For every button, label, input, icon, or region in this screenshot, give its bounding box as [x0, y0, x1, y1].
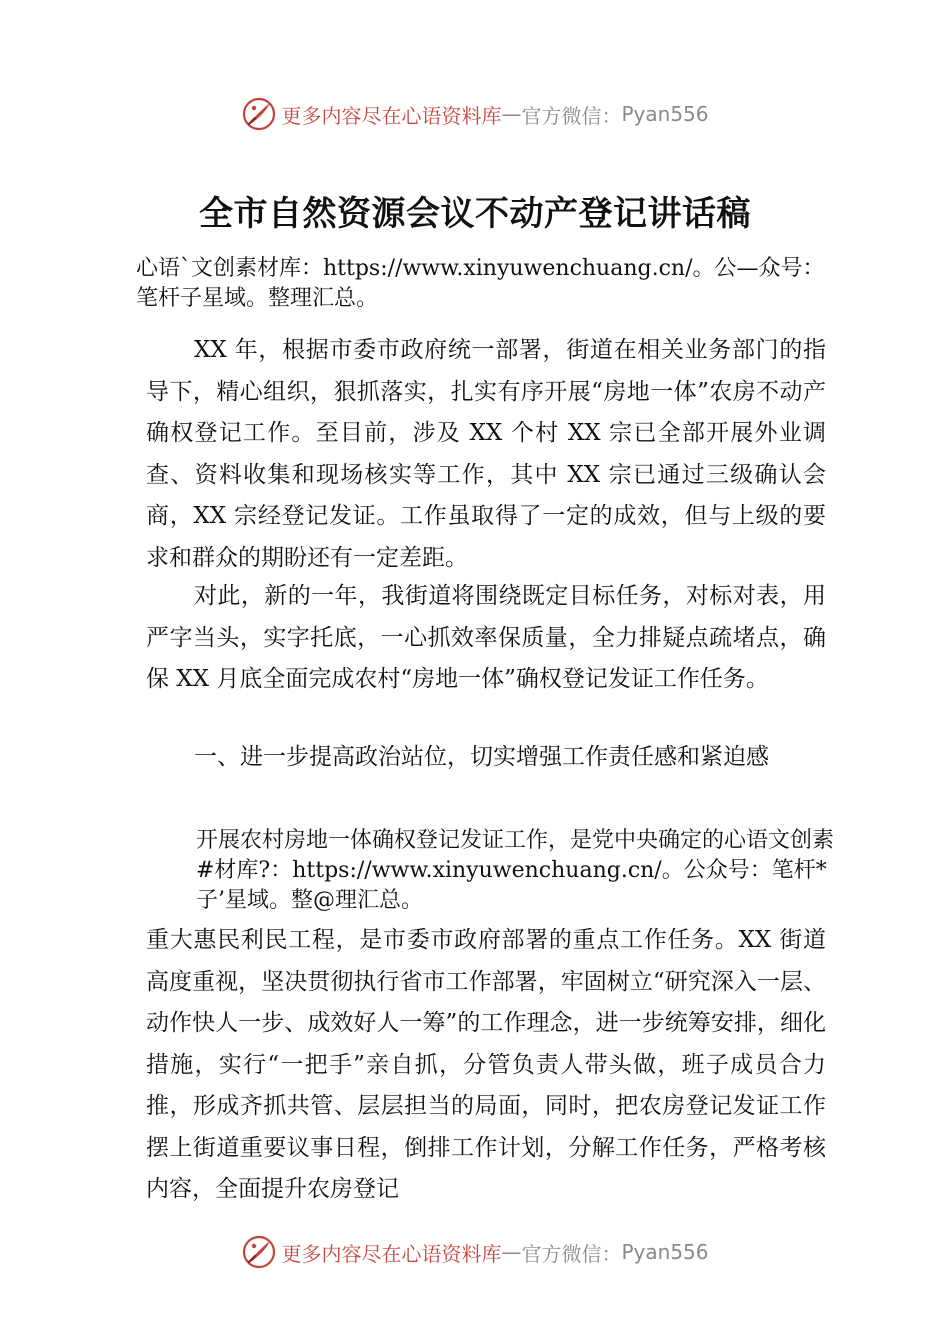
watermark-dash: —	[501, 1240, 522, 1264]
watermark-dash: —	[501, 102, 522, 126]
document-title: 全市自然资源会议不动产登记讲话稿	[199, 194, 751, 234]
body-paragraph-3: 重大惠民利民工程，是市委市政府部署的重点工作任务。XX 街道高度重视，坚决贯彻执行省市工作部署，牢固树立“研究深入一层、动作快人一步、成效好人一筹”的工作理念，进一步统筹安排，细化措施，实行“一把手”亲自抓，分管负责人带头做，班子成员合力推，形成齐抓共管、层层担当的局面，同时，把农房登记发证工作摆上街道重要议事日程，倒排工作计划，分解工作任务，严格考核内容，全面提升农房登记	[146, 927, 826, 1202]
watermark-wechat-id: Pyan556	[621, 102, 709, 126]
watermark-brand-text: 更多内容尽在心语资料库	[281, 103, 502, 128]
watermark-wechat-label: 官方微信：	[521, 1241, 622, 1266]
quill-logo-icon	[241, 96, 277, 132]
watermark-brand-text: 更多内容尽在心语资料库	[281, 1241, 502, 1266]
footer-watermark	[0, 1230, 950, 1274]
watermark-wechat-label: 官方微信：	[521, 103, 622, 128]
body-paragraph-2: 对此，新的一年，我街道将围绕既定目标任务，对标对表，用严字当头，实字托底，一心抓效率保质量，全力排疑点疏堵点，确保 XX 月底全面完成农村“房地一体”确权登记发证工作任务。	[146, 583, 826, 692]
section-heading-1: 一、进一步提高政治站位，切实增强工作责任感和紧迫感	[194, 744, 769, 770]
header-watermark	[0, 92, 950, 136]
body-paragraph-1: XX 年，根据市委市政府统一部署，街道在相关业务部门的指导下，精心组织，狠抓落实，扎实有序开展“房地一体”农房不动产确权登记工作。至目前，涉及 XX 个村 XX 宗已全部开展外业调查、资料收集和现场核实等工作，其中 XX 宗已通过三级确认会商，XX 宗经登记发证。工作虽取得了一定的成效，但与上级的要求和群众的期盼还有一定差距。	[146, 337, 826, 571]
inset-source-note: 开展农村房地一体确权登记发证工作，是党中央确定的心语文创素#材库?：https://www.xinyuwenchuang.cn/。公众号：笔杆*子’星域。整@理汇总。	[196, 828, 835, 913]
quill-logo-icon	[241, 1234, 277, 1270]
source-note: 心语`文创素材库：https://www.xinyuwenchuang.cn/。公—众号：笔杆子星域。整理汇总。	[136, 256, 825, 311]
watermark-wechat-id: Pyan556	[621, 1240, 709, 1264]
